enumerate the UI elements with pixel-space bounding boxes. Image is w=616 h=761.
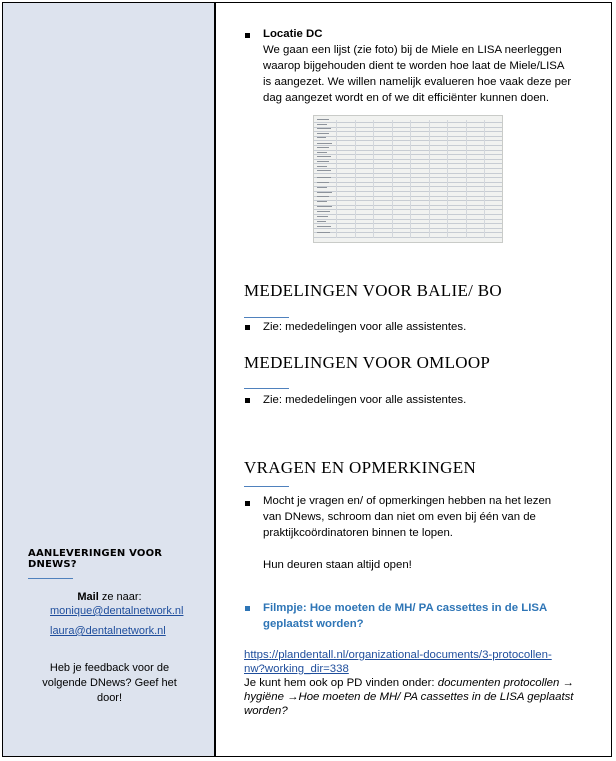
photo-grid-column (336, 120, 337, 238)
main-content (218, 3, 612, 756)
bullet (245, 325, 250, 330)
pd-path: hygiëne (244, 691, 288, 703)
mail-label (3, 591, 216, 603)
text-line: Filmpje: Hoe moeten de MH/ PA cassettes in de LISA (263, 602, 548, 614)
heading-rule (244, 486, 289, 487)
photo-row-label (317, 206, 332, 207)
heading-balie: MEDELINGEN VOOR BALIE/ BO (244, 281, 502, 300)
bullet (245, 398, 250, 403)
photo-grid-column (484, 120, 485, 238)
photo-grid-line (314, 136, 502, 137)
heading-omloop: MEDELINGEN VOOR OMLOOP (244, 353, 491, 372)
photo-grid-column (447, 120, 448, 238)
photo-row-label (317, 152, 327, 153)
photo-row-label (317, 182, 329, 183)
photo-grid-line (314, 191, 502, 192)
photo-row-label (317, 137, 326, 138)
photo-row-label (317, 196, 329, 197)
locatie-title: Locatie DC (263, 28, 323, 40)
photo-row-label (317, 133, 329, 134)
bullet (245, 606, 250, 611)
photo-row-label (317, 192, 332, 193)
pd-line-3: worden? (244, 705, 288, 717)
vragen-open: Hun deuren staan altijd open! (263, 559, 412, 571)
pd-plain: Je kunt hem ook op PD vinden onder: (244, 677, 438, 689)
text-line: van DNews, schroom dan niet om even bij één van de (263, 511, 536, 523)
text-line: Mocht je vragen en/ of opmerkingen hebben na het lezen (263, 495, 552, 507)
arrow-icon: → (562, 677, 574, 689)
heading-rule (244, 317, 289, 318)
photo-row-label (317, 187, 327, 188)
text-line: We gaan een lijst (zie foto) bij de Miele en LISA neerleggen (263, 44, 562, 56)
feedback-line: door! (96, 692, 123, 704)
filmpje-url-link[interactable] (244, 648, 552, 676)
photo-row-label (317, 177, 331, 178)
omloop-item: Zie: mededelingen voor alle assistentes. (263, 394, 467, 406)
photo-grid-line (314, 173, 502, 174)
balie-item: Zie: mededelingen voor alle assistentes. (263, 321, 467, 333)
text-line: geplaatst worden? (263, 618, 364, 630)
photo-grid-line (314, 159, 502, 160)
pd-path: documenten protocollen (437, 677, 563, 689)
feedback-line: volgende DNews? Geef het (42, 677, 177, 689)
photo-row-label (317, 156, 331, 157)
text-line: waarop bijgehouden dient te worden hoe laat de Miele/LISA (263, 60, 565, 72)
photo-grid-column (373, 120, 374, 238)
photo-row-label (317, 119, 329, 120)
photo-grid-line (314, 205, 502, 206)
feedback-text (3, 661, 216, 706)
photo-grid-line (314, 237, 502, 238)
photo-row-label (317, 170, 331, 171)
photo-row-label (317, 232, 330, 233)
arrow-icon: → (287, 691, 299, 703)
photo-grid-line (314, 209, 502, 210)
photo-grid-column (355, 120, 356, 238)
photo-row-label (317, 161, 329, 162)
photo-grid-column (392, 120, 393, 238)
feedback-line: Heb je feedback voor de (49, 662, 170, 674)
photo-grid-line (314, 150, 502, 151)
photo-grid-column (429, 120, 430, 238)
bullet (245, 33, 250, 38)
photo-grid-line (314, 163, 502, 164)
photo-grid-line (314, 154, 502, 155)
locatie-text (263, 42, 608, 106)
text-line: is aangezet. We willen namelijk evalueren hoe vaak deze per (263, 76, 572, 88)
photo-grid-line (314, 131, 502, 132)
email-link-laura[interactable]: laura@dentalnetwork.nl (50, 625, 166, 637)
sidebar (3, 3, 216, 756)
photo-grid-line (314, 232, 502, 233)
pd-location-text (244, 676, 609, 718)
photo-grid-line (314, 140, 502, 141)
bullet (245, 501, 250, 506)
text-line: dag aangezet wordt en of we dit efficiënter kunnen doen. (263, 92, 550, 104)
photo-row-label (317, 221, 326, 222)
photo-row-label (317, 124, 327, 125)
photo-grid-line (314, 200, 502, 201)
photo-grid-line (314, 223, 502, 224)
heading-rule (244, 388, 289, 389)
text-line: praktijkcoördinatoren binnen te lopen. (263, 527, 453, 539)
photo-row-label (317, 226, 331, 227)
photo-row-label (317, 216, 328, 217)
url-line: nw?working_dir=338 (244, 663, 349, 675)
photo-grid-line (314, 127, 502, 128)
sidebar-heading: AANLEVERINGEN VOOR DNEWS? (28, 548, 163, 570)
photo-grid-line (314, 186, 502, 187)
mail-label-rest: ze naar: (98, 591, 142, 603)
url-line: https://plandentall.nl/organizational-documents/3-protocollen- (244, 649, 552, 661)
pd-path: Hoe moeten de MH/ PA cassettes in de LISA geplaatst (298, 691, 574, 703)
photo-grid-line (314, 196, 502, 197)
photo-grid-line (314, 182, 502, 183)
vragen-text (263, 493, 608, 541)
photo-grid-line (314, 122, 502, 123)
photo-grid-line (314, 168, 502, 169)
photo-grid-line (314, 177, 502, 178)
sidebar-heading-rule (28, 578, 73, 579)
email-link-monique[interactable]: monique@dentalnetwork.nl (50, 605, 184, 617)
photo-of-list (313, 115, 503, 243)
heading-vragen: VRAGEN EN OPMERKINGEN (244, 458, 477, 477)
photo-row-label (317, 211, 330, 212)
pd-line-2 (244, 690, 609, 704)
photo-grid-line (314, 145, 502, 146)
photo-row-label (317, 147, 329, 148)
pd-line-1 (244, 676, 609, 690)
photo-grid-column (410, 120, 411, 238)
mail-label-bold: Mail (77, 591, 99, 603)
photo-row-label (317, 201, 327, 202)
photo-grid-line (314, 228, 502, 229)
photo-grid-line (314, 219, 502, 220)
photo-grid-line (314, 214, 502, 215)
photo-row-label (317, 128, 331, 129)
photo-grid-column (466, 120, 467, 238)
photo-row-label (317, 166, 327, 167)
filmpje-title (263, 600, 608, 632)
photo-row-label (317, 143, 332, 144)
